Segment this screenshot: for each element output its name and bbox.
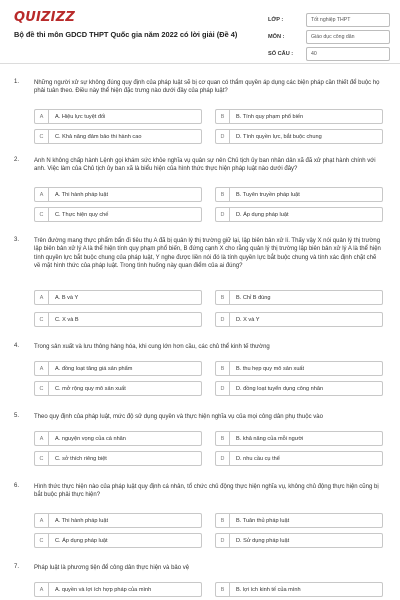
option-text: A. Hiệu lực tuyệt đối bbox=[55, 113, 106, 120]
option-letter: D bbox=[216, 313, 230, 326]
option-a[interactable] bbox=[34, 109, 202, 124]
option-letter: C bbox=[35, 208, 49, 221]
option-text: C. sở thích riêng biệt bbox=[55, 455, 107, 462]
option-c[interactable] bbox=[34, 129, 202, 144]
option-b[interactable] bbox=[215, 582, 383, 597]
option-text: C. mở rộng quy mô sản xuất bbox=[55, 385, 126, 392]
option-text: B. Chỉ B đúng bbox=[236, 294, 271, 301]
meta-panel bbox=[268, 11, 390, 62]
meta-key: LỚP : bbox=[268, 16, 284, 23]
option-text: C. Khả năng đảm bảo thi hành cao bbox=[55, 133, 142, 140]
option-letter: A bbox=[35, 432, 49, 445]
option-letter: C bbox=[35, 534, 49, 547]
option-text: C. X và B bbox=[55, 316, 79, 323]
option-d[interactable] bbox=[215, 207, 383, 222]
option-letter: B bbox=[216, 514, 230, 527]
option-letter: C bbox=[35, 130, 49, 143]
option-text: D. nhu cầu cụ thể bbox=[236, 455, 280, 462]
option-a[interactable] bbox=[34, 582, 202, 597]
option-d[interactable] bbox=[215, 381, 383, 396]
option-text: A. Thi hành pháp luật bbox=[55, 517, 109, 524]
option-d[interactable] bbox=[215, 129, 383, 144]
option-letter: B bbox=[216, 362, 230, 375]
meta-value-class: Tốt nghiệp THPT bbox=[306, 13, 390, 27]
question-number: 7. bbox=[14, 564, 20, 570]
question-number: 2. bbox=[14, 157, 20, 163]
meta-value-subject: Giáo dục công dân bbox=[306, 30, 390, 44]
question-text: Pháp luật là phương tiện để công dân thực hiện và bảo vệ bbox=[34, 565, 190, 571]
question-number: 1. bbox=[14, 79, 20, 85]
option-c[interactable] bbox=[34, 451, 202, 466]
option-letter: A bbox=[35, 583, 49, 596]
option-d[interactable] bbox=[215, 312, 383, 327]
page-header bbox=[0, 0, 400, 62]
option-c[interactable] bbox=[34, 533, 202, 548]
option-a[interactable] bbox=[34, 290, 202, 305]
option-text: A. đồng loạt tăng giá sản phẩm bbox=[55, 365, 133, 372]
option-text: B. Tính quy phạm phổ biến bbox=[236, 113, 304, 120]
meta-key: SỐ CÂU : bbox=[268, 50, 294, 57]
option-a[interactable] bbox=[34, 513, 202, 528]
document-title: Bộ đề thi môn GDCD THPT Quốc gia năm 2022 có lời giải (Đề 4) bbox=[14, 30, 238, 39]
question-number: 5. bbox=[14, 413, 20, 419]
option-letter: B bbox=[216, 432, 230, 445]
option-letter: D bbox=[216, 452, 230, 465]
option-text: A. B và Y bbox=[55, 294, 79, 301]
option-letter: A bbox=[35, 110, 49, 123]
option-letter: D bbox=[216, 534, 230, 547]
option-b[interactable] bbox=[215, 513, 383, 528]
option-c[interactable] bbox=[34, 381, 202, 396]
option-b[interactable] bbox=[215, 109, 383, 124]
question-text: Hình thức thực hiện nào của pháp luật quy định cá nhân, tổ chức chủ động thực hiện nghĩa vụ, không chủ động thực hiện cũng bị bắt buộc phải thực hiện? bbox=[34, 484, 379, 499]
option-letter: A bbox=[35, 514, 49, 527]
option-letter: B bbox=[216, 583, 230, 596]
meta-row-count bbox=[268, 45, 390, 62]
option-letter: B bbox=[216, 110, 230, 123]
option-d[interactable] bbox=[215, 451, 383, 466]
question-text: Trên đường mang thực phẩm bẩn đi tiêu thụ A đã bị quản lý thị trường giữ lại, lập biên bản xử lí. Thấy vậy X nói quản lý thị trường lập biên bản xử lý A là thể hiện tính quy phạm phổ biến, B đứng cạnh X cho rằng quản lý thị trường lập biên bản xử lý A là thể hiện tính quyền lực bắt buộc chung của pháp luật, Y nghe được liền nói đó là tính quyền lực bắt buộc chung và tính xác định chặt chẽ về mặt hình thức của pháp luật. Trong tình huống này quan điểm của ai đúng? bbox=[34, 238, 381, 270]
option-text: D. Sử dụng pháp luật bbox=[236, 537, 290, 544]
option-b[interactable] bbox=[215, 431, 383, 446]
option-text: A. nguyện vọng của cá nhân bbox=[55, 435, 126, 442]
option-b[interactable] bbox=[215, 187, 383, 202]
option-letter: A bbox=[35, 362, 49, 375]
option-text: C. Áp dụng pháp luật bbox=[55, 537, 108, 544]
option-text: B. lợi ích kinh tế của mình bbox=[236, 586, 301, 593]
meta-row-class bbox=[268, 11, 390, 28]
option-letter: D bbox=[216, 130, 230, 143]
option-c[interactable] bbox=[34, 207, 202, 222]
option-text: B. khả năng của mỗi người bbox=[236, 435, 304, 442]
option-text: D. Áp dụng pháp luật bbox=[236, 211, 289, 218]
option-text: B. Tuyên truyền pháp luật bbox=[236, 191, 300, 198]
option-letter: D bbox=[216, 208, 230, 221]
option-letter: C bbox=[35, 382, 49, 395]
option-letter: B bbox=[216, 188, 230, 201]
question-number: 6. bbox=[14, 483, 20, 489]
option-a[interactable] bbox=[34, 361, 202, 376]
option-a[interactable] bbox=[34, 187, 202, 202]
option-text: D. X và Y bbox=[236, 316, 260, 323]
meta-value-count: 40 bbox=[306, 47, 390, 61]
question-number: 3. bbox=[14, 237, 20, 243]
question-text: Anh N không chấp hành Lệnh gọi khám sức khỏe nghĩa vụ quân sự nên Chủ tịch ủy ban nhân dân xã đã xử phạt hành chính với anh. Việc làm của Chủ tịch ủy ban xã là biểu hiện của hình thức thực hiện pháp luật nào dưới đây? bbox=[34, 158, 376, 173]
option-a[interactable] bbox=[34, 431, 202, 446]
option-letter: C bbox=[35, 452, 49, 465]
question-text: Những người xử sự không đúng quy định của pháp luật sẽ bị cơ quan có thẩm quyền áp dụng các biện pháp cần thiết để buộc họ phải tuân theo. Điều này thể hiện đặc trưng nào dưới đây của pháp luật? bbox=[34, 80, 380, 95]
question-text: Theo quy định của pháp luật, mức độ sử dụng quyền và thực hiện nghĩa vụ của mọi công dân phụ thuộc vào bbox=[34, 414, 323, 420]
option-text: A. Thi hành pháp luật bbox=[55, 191, 109, 198]
option-b[interactable] bbox=[215, 361, 383, 376]
brand-logo: QUIZIZZ bbox=[14, 10, 75, 25]
question-number: 4. bbox=[14, 343, 20, 349]
meta-row-subject bbox=[268, 28, 390, 45]
option-d[interactable] bbox=[215, 533, 383, 548]
option-text: A. quyền và lợi ích hợp pháp của mình bbox=[55, 586, 152, 593]
option-letter: C bbox=[35, 313, 49, 326]
option-letter: A bbox=[35, 291, 49, 304]
option-text: C. Thực hiện quy chế bbox=[55, 211, 109, 218]
option-text: D. đồng loạt tuyển dụng công nhân bbox=[236, 385, 324, 392]
option-text: B. Tuân thủ pháp luật bbox=[236, 517, 290, 524]
header-divider bbox=[0, 63, 400, 64]
option-text: B. thu hẹp quy mô sản xuất bbox=[236, 365, 305, 372]
option-b[interactable] bbox=[215, 290, 383, 305]
option-letter: D bbox=[216, 382, 230, 395]
question-text: Trong sản xuất và lưu thông hàng hóa, khi cung lớn hơn cầu, các chủ thể kinh tế thường bbox=[34, 344, 270, 350]
option-text: D. Tính quyền lực, bắt buộc chung bbox=[236, 133, 322, 140]
option-letter: A bbox=[35, 188, 49, 201]
option-letter: B bbox=[216, 291, 230, 304]
meta-key: MÔN : bbox=[268, 33, 285, 40]
option-c[interactable] bbox=[34, 312, 202, 327]
